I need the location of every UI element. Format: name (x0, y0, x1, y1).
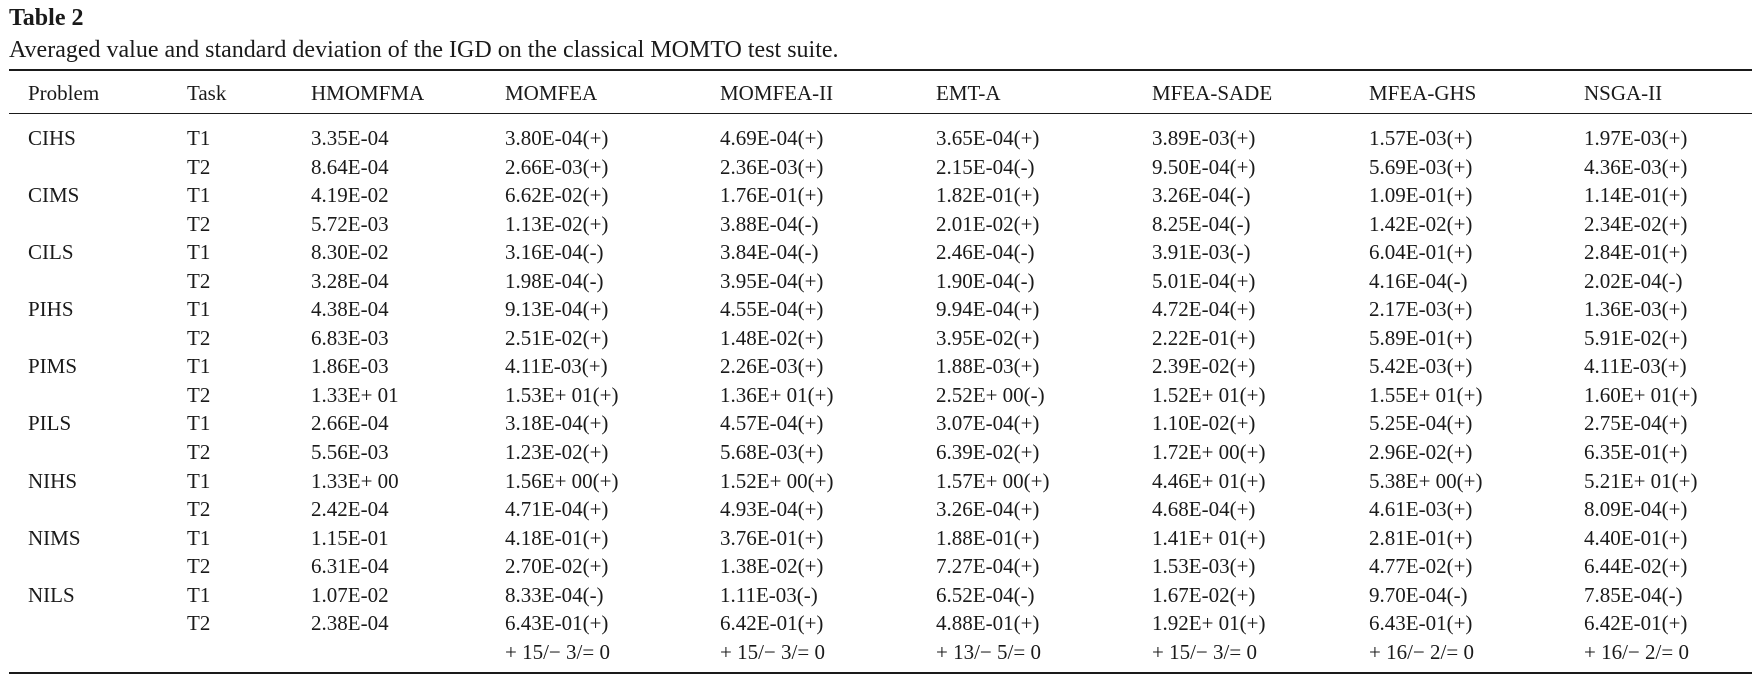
cell-emt-a: + 13/− 5/= 0 (936, 639, 1041, 664)
cell-task: T1 (187, 411, 211, 436)
cell-nsga-ii: 4.11E-03(+) (1584, 354, 1687, 379)
cell-momfea-ii: 5.68E-03(+) (720, 440, 824, 465)
cell-mfea-ghs: 5.38E+ 00(+) (1369, 468, 1483, 493)
cell-task: T1 (187, 183, 211, 208)
cell-hmomfma: 5.56E-03 (311, 440, 389, 465)
cell-problem: CILS (28, 240, 74, 265)
table-row (9, 267, 1752, 296)
cell-problem: PILS (28, 411, 72, 436)
cell-hmomfma: 3.35E-04 (311, 126, 389, 150)
cell-momfea-ii: 4.93E-04(+) (720, 497, 824, 522)
cell-mfea-ghs: 1.57E-03(+) (1369, 126, 1473, 150)
cell-emt-a: 6.52E-04(-) (936, 582, 1035, 607)
cell-task: T2 (187, 497, 211, 522)
cell-problem: NIMS (28, 525, 81, 550)
cell-hmomfma: 1.15E-01 (311, 525, 389, 550)
cell-mfea-ghs: 5.69E-03(+) (1369, 154, 1473, 179)
cell-emt-a: 4.88E-01(+) (936, 611, 1040, 636)
cell-momfea: 2.70E-02(+) (505, 554, 609, 579)
cell-momfea: 8.33E-04(-) (505, 582, 604, 607)
cell-momfea-ii: 1.38E-02(+) (720, 554, 824, 579)
cell-mfea-sade: 1.72E+ 00(+) (1152, 440, 1266, 465)
table-row (9, 324, 1752, 353)
table-row (9, 352, 1752, 381)
cell-mfea-sade: 3.26E-04(-) (1152, 183, 1251, 208)
cell-task: T2 (187, 382, 211, 407)
cell-momfea: + 15/− 3/= 0 (505, 639, 610, 664)
cell-problem: PIMS (28, 354, 78, 379)
cell-hmomfma: 2.38E-04 (311, 611, 389, 636)
cell-nsga-ii: 1.60E+ 01(+) (1584, 382, 1698, 407)
header-hmomfma: HMOMFMA (311, 81, 425, 105)
cell-nsga-ii: 2.02E-04(-) (1584, 268, 1683, 293)
cell-momfea-ii: 4.55E-04(+) (720, 297, 824, 322)
cell-momfea: 1.13E-02(+) (505, 211, 609, 236)
cell-emt-a: 1.88E-03(+) (936, 354, 1040, 379)
table-row (9, 381, 1752, 410)
cell-emt-a: 2.15E-04(-) (936, 154, 1035, 179)
header-momfea-ii: MOMFEA-II (720, 81, 834, 105)
cell-emt-a: 6.39E-02(+) (936, 440, 1040, 465)
cell-mfea-sade: 2.39E-02(+) (1152, 354, 1256, 379)
cell-momfea-ii: 3.95E-04(+) (720, 268, 824, 293)
cell-mfea-ghs: 6.04E-01(+) (1369, 240, 1473, 265)
cell-task: T2 (187, 268, 211, 293)
cell-hmomfma: 1.86E-03 (311, 354, 389, 379)
table-row (9, 295, 1752, 324)
cell-task: T1 (187, 240, 211, 265)
cell-mfea-sade: 1.53E-03(+) (1152, 554, 1256, 579)
cell-nsga-ii: 1.36E-03(+) (1584, 297, 1688, 322)
cell-task: T1 (187, 525, 211, 550)
table-row (9, 181, 1752, 210)
cell-task: T2 (187, 325, 211, 350)
table-row (9, 124, 1752, 153)
cell-mfea-sade: 5.01E-04(+) (1152, 268, 1256, 293)
header-momfea: MOMFEA (505, 81, 598, 105)
cell-nsga-ii: 6.35E-01(+) (1584, 440, 1688, 465)
cell-mfea-ghs: 5.42E-03(+) (1369, 354, 1473, 379)
table-body (9, 124, 1752, 666)
cell-momfea: 1.53E+ 01(+) (505, 382, 619, 407)
header-mfea-ghs: MFEA-GHS (1369, 81, 1477, 105)
cell-momfea: 1.23E-02(+) (505, 440, 609, 465)
cell-mfea-ghs: 2.81E-01(+) (1369, 525, 1473, 550)
cell-mfea-sade: 1.92E+ 01(+) (1152, 611, 1266, 636)
cell-task: T2 (187, 211, 211, 236)
cell-hmomfma: 4.19E-02 (311, 183, 389, 208)
header-emt-a: EMT-A (936, 81, 1001, 105)
cell-hmomfma: 5.72E-03 (311, 211, 389, 236)
cell-momfea-ii: 2.36E-03(+) (720, 154, 824, 179)
cell-emt-a: 7.27E-04(+) (936, 554, 1040, 579)
cell-momfea-ii: 1.48E-02(+) (720, 325, 824, 350)
cell-task: T2 (187, 611, 211, 636)
cell-momfea: 9.13E-04(+) (505, 297, 609, 322)
cell-problem: NILS (28, 582, 75, 607)
cell-momfea-ii: 4.69E-04(+) (720, 126, 824, 150)
cell-emt-a: 3.26E-04(+) (936, 497, 1040, 522)
cell-momfea: 4.18E-01(+) (505, 525, 609, 550)
cell-mfea-ghs: 2.17E-03(+) (1369, 297, 1473, 322)
cell-nsga-ii: + 16/− 2/= 0 (1584, 639, 1689, 664)
cell-problem: CIHS (28, 126, 76, 150)
cell-emt-a: 2.46E-04(-) (936, 240, 1035, 265)
table-row (9, 609, 1752, 638)
cell-nsga-ii: 1.14E-01(+) (1584, 183, 1688, 208)
cell-mfea-sade: 1.67E-02(+) (1152, 582, 1256, 607)
cell-momfea-ii: 1.36E+ 01(+) (720, 382, 834, 407)
cell-emt-a: 2.01E-02(+) (936, 211, 1040, 236)
cell-mfea-sade: 1.10E-02(+) (1152, 411, 1256, 436)
table-row (9, 438, 1752, 467)
cell-mfea-sade: 4.72E-04(+) (1152, 297, 1256, 322)
table-caption: Averaged value and standard deviation of the IGD on the classical MOMTO test suite. (9, 37, 839, 63)
cell-hmomfma: 1.33E+ 00 (311, 468, 399, 493)
cell-mfea-sade: 3.89E-03(+) (1152, 126, 1256, 150)
cell-emt-a: 1.88E-01(+) (936, 525, 1040, 550)
cell-nsga-ii: 5.91E-02(+) (1584, 325, 1688, 350)
cell-momfea: 2.51E-02(+) (505, 325, 609, 350)
cell-nsga-ii: 7.85E-04(-) (1584, 582, 1683, 607)
cell-nsga-ii: 2.84E-01(+) (1584, 240, 1688, 265)
cell-momfea: 1.56E+ 00(+) (505, 468, 619, 493)
cell-mfea-ghs: 1.55E+ 01(+) (1369, 382, 1483, 407)
cell-nsga-ii: 6.42E-01(+) (1584, 611, 1688, 636)
cell-hmomfma: 1.33E+ 01 (311, 382, 399, 407)
cell-hmomfma: 8.30E-02 (311, 240, 389, 265)
cell-nsga-ii: 4.40E-01(+) (1584, 525, 1688, 550)
bottom-rule (9, 672, 1752, 674)
cell-mfea-sade: 9.50E-04(+) (1152, 154, 1256, 179)
cell-task: T2 (187, 554, 211, 579)
cell-nsga-ii: 2.34E-02(+) (1584, 211, 1688, 236)
summary-row (9, 638, 1752, 667)
cell-mfea-sade: 1.41E+ 01(+) (1152, 525, 1266, 550)
cell-nsga-ii: 2.75E-04(+) (1584, 411, 1688, 436)
cell-nsga-ii: 1.97E-03(+) (1584, 126, 1688, 150)
cell-task: T1 (187, 354, 211, 379)
header-problem: Problem (28, 81, 100, 105)
table-row (9, 238, 1752, 267)
cell-hmomfma: 8.64E-04 (311, 154, 389, 179)
cell-mfea-ghs: 1.09E-01(+) (1369, 183, 1473, 208)
cell-nsga-ii: 8.09E-04(+) (1584, 497, 1688, 522)
cell-momfea: 1.98E-04(-) (505, 268, 604, 293)
table-row (9, 552, 1752, 581)
table-row (9, 210, 1752, 239)
cell-momfea: 3.80E-04(+) (505, 126, 609, 150)
cell-mfea-ghs: 4.77E-02(+) (1369, 554, 1473, 579)
cell-emt-a: 3.95E-02(+) (936, 325, 1040, 350)
table-row (9, 409, 1752, 438)
cell-momfea: 6.43E-01(+) (505, 611, 609, 636)
cell-emt-a: 9.94E-04(+) (936, 297, 1040, 322)
cell-emt-a: 3.65E-04(+) (936, 126, 1040, 150)
cell-emt-a: 1.82E-01(+) (936, 183, 1040, 208)
cell-emt-a: 1.57E+ 00(+) (936, 468, 1050, 493)
cell-mfea-ghs: 2.96E-02(+) (1369, 440, 1473, 465)
cell-momfea: 2.66E-03(+) (505, 154, 609, 179)
cell-hmomfma: 4.38E-04 (311, 297, 389, 322)
cell-momfea-ii: + 15/− 3/= 0 (720, 639, 825, 664)
cell-hmomfma: 6.31E-04 (311, 554, 389, 579)
cell-hmomfma: 2.42E-04 (311, 497, 389, 522)
cell-mfea-ghs: 5.89E-01(+) (1369, 325, 1473, 350)
cell-momfea: 4.11E-03(+) (505, 354, 608, 379)
top-rule (9, 69, 1752, 71)
cell-nsga-ii: 4.36E-03(+) (1584, 154, 1688, 179)
header-task: Task (187, 81, 227, 105)
cell-momfea-ii: 1.76E-01(+) (720, 183, 824, 208)
table-row (9, 495, 1752, 524)
cell-mfea-ghs: 4.16E-04(-) (1369, 268, 1468, 293)
cell-mfea-ghs: 4.61E-03(+) (1369, 497, 1473, 522)
cell-momfea-ii: 3.76E-01(+) (720, 525, 824, 550)
cell-task: T2 (187, 154, 211, 179)
cell-momfea-ii: 3.88E-04(-) (720, 211, 819, 236)
header-mfea-sade: MFEA-SADE (1152, 81, 1273, 105)
cell-mfea-ghs: 1.42E-02(+) (1369, 211, 1473, 236)
cell-momfea-ii: 1.11E-03(-) (720, 582, 818, 607)
cell-mfea-sade: 1.52E+ 01(+) (1152, 382, 1266, 407)
cell-momfea: 4.71E-04(+) (505, 497, 609, 522)
cell-mfea-sade: 8.25E-04(-) (1152, 211, 1251, 236)
cell-momfea: 3.18E-04(+) (505, 411, 609, 436)
cell-momfea-ii: 1.52E+ 00(+) (720, 468, 834, 493)
cell-mfea-sade: 3.91E-03(-) (1152, 240, 1251, 265)
cell-emt-a: 3.07E-04(+) (936, 411, 1040, 436)
cell-task: T2 (187, 440, 211, 465)
table-label: Table 2 (9, 5, 84, 31)
cell-momfea-ii: 6.42E-01(+) (720, 611, 824, 636)
header-nsga-ii: NSGA-II (1584, 81, 1663, 105)
cell-mfea-sade: + 15/− 3/= 0 (1152, 639, 1257, 664)
cell-task: T1 (187, 126, 211, 150)
cell-momfea: 6.62E-02(+) (505, 183, 609, 208)
cell-mfea-ghs: 6.43E-01(+) (1369, 611, 1473, 636)
cell-task: T1 (187, 297, 211, 322)
cell-hmomfma: 6.83E-03 (311, 325, 389, 350)
cell-emt-a: 1.90E-04(-) (936, 268, 1035, 293)
table-row (9, 467, 1752, 496)
cell-task: T1 (187, 468, 211, 493)
cell-emt-a: 2.52E+ 00(-) (936, 382, 1045, 407)
header-rule (9, 113, 1752, 114)
cell-mfea-sade: 4.68E-04(+) (1152, 497, 1256, 522)
cell-problem: NIHS (28, 468, 78, 493)
table-row (9, 581, 1752, 610)
table-row (9, 524, 1752, 553)
cell-task: T1 (187, 582, 211, 607)
cell-hmomfma: 3.28E-04 (311, 268, 389, 293)
cell-momfea-ii: 3.84E-04(-) (720, 240, 819, 265)
cell-problem: PIHS (28, 297, 74, 322)
cell-momfea-ii: 4.57E-04(+) (720, 411, 824, 436)
cell-mfea-ghs: 5.25E-04(+) (1369, 411, 1473, 436)
cell-problem: CIMS (28, 183, 80, 208)
cell-hmomfma: 1.07E-02 (311, 582, 389, 607)
cell-momfea: 3.16E-04(-) (505, 240, 604, 265)
cell-mfea-ghs: 9.70E-04(-) (1369, 582, 1468, 607)
cell-nsga-ii: 5.21E+ 01(+) (1584, 468, 1698, 493)
cell-mfea-sade: 4.46E+ 01(+) (1152, 468, 1266, 493)
cell-momfea-ii: 2.26E-03(+) (720, 354, 824, 379)
cell-mfea-sade: 2.22E-01(+) (1152, 325, 1256, 350)
cell-hmomfma: 2.66E-04 (311, 411, 389, 436)
cell-nsga-ii: 6.44E-02(+) (1584, 554, 1688, 579)
cell-mfea-ghs: + 16/− 2/= 0 (1369, 639, 1474, 664)
table-row (9, 153, 1752, 182)
